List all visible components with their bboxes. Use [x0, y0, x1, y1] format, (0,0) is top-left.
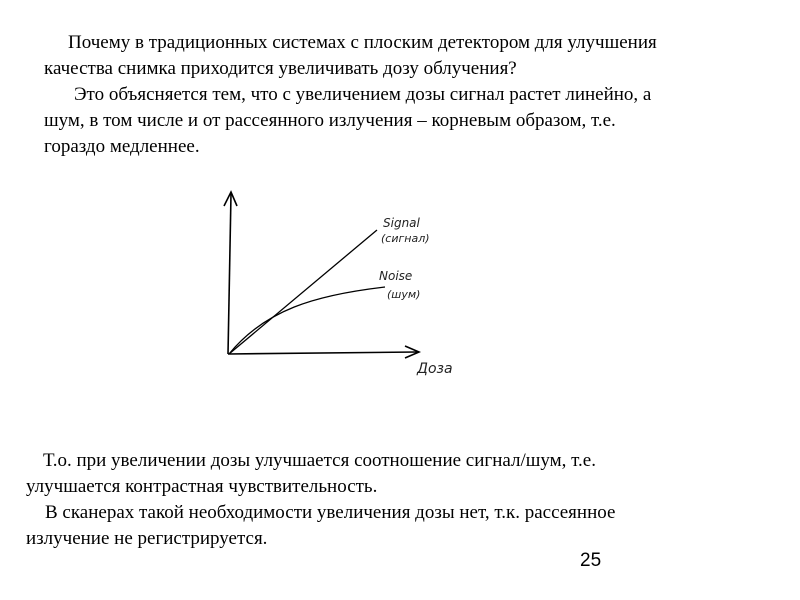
- intro-line-2: качества снимка приходится увеличивать дозу облучения?: [44, 58, 517, 79]
- signal-curve: [229, 230, 377, 354]
- conclusion-text: [26, 448, 615, 552]
- signal-label: Signal: [383, 216, 420, 230]
- intro-text: [44, 30, 657, 160]
- x-axis: [228, 352, 417, 354]
- conclusion-line-3: В сканерах такой необходимости увеличения дозы нет, т.к. рассеянное: [45, 502, 616, 523]
- conclusion-line-2: улучшается контрастная чувствительность.: [26, 476, 378, 497]
- intro-line-3: Это объясняется тем, что с увеличением дозы сигнал растет линейно, а: [74, 84, 652, 105]
- conclusion-line-4: излучение не регистрируется.: [26, 528, 268, 549]
- noise-label-ru: (шум): [387, 288, 421, 301]
- intro-line-4: шум, в том числе и от рассеянного излучения – корневым образом, т.е.: [44, 110, 616, 131]
- signal-noise-sketch: [195, 180, 495, 385]
- page-number: 25: [580, 550, 602, 571]
- x-axis-label: Доза: [417, 361, 453, 377]
- noise-label: Noise: [379, 269, 413, 283]
- intro-line-1: Почему в традиционных системах с плоским детектором для улучшения: [68, 32, 657, 53]
- noise-curve: [229, 287, 385, 354]
- conclusion-line-1: Т.о. при увеличении дозы улучшается соотношение сигнал/шум, т.е.: [43, 450, 596, 471]
- signal-label-ru: (сигнал): [381, 232, 430, 245]
- intro-line-5: гораздо медленнее.: [44, 136, 200, 157]
- y-axis: [228, 194, 231, 354]
